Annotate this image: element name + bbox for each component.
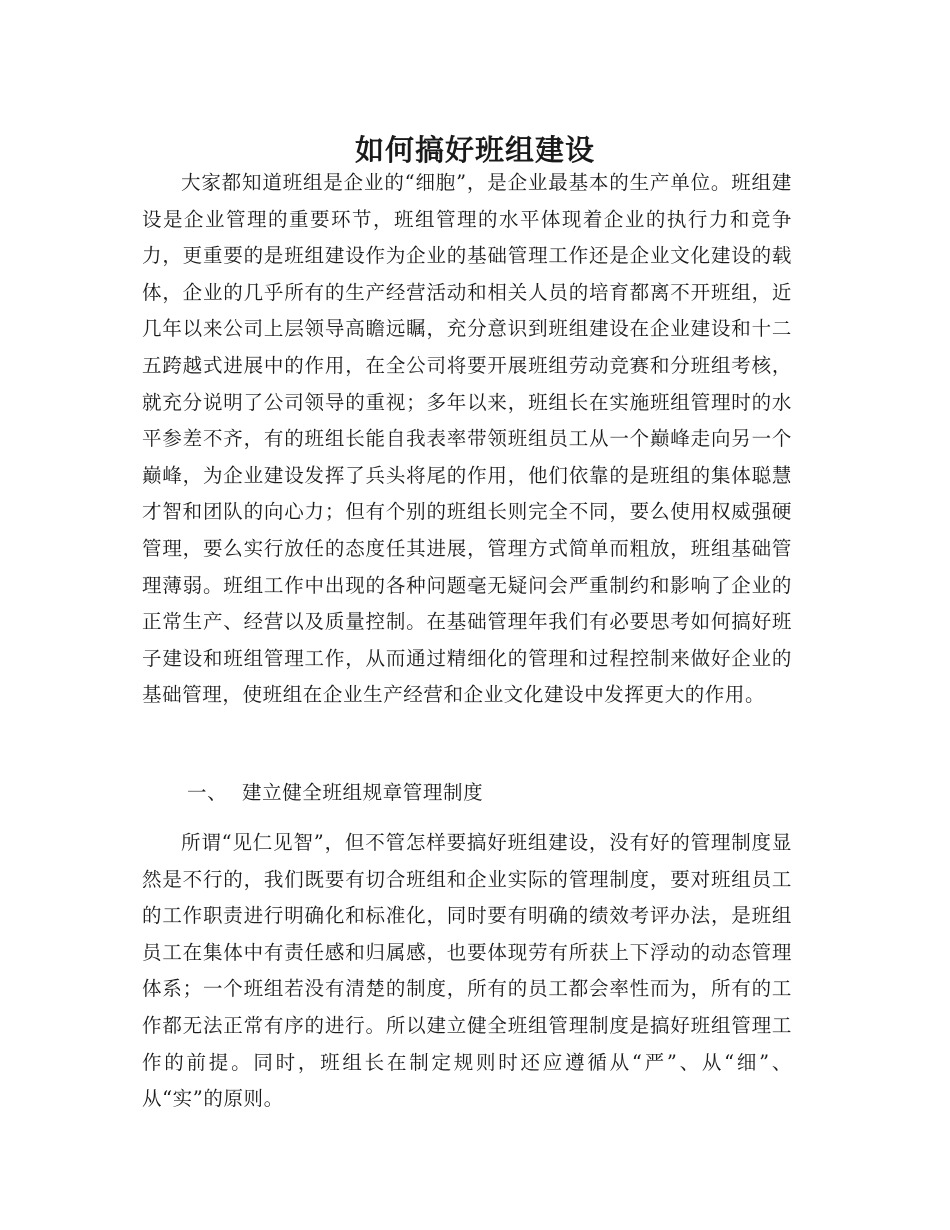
section-heading-text: 建立健全班组规章管理制度 bbox=[242, 781, 484, 804]
section-paragraph: 所谓“见仁见智”，但不管怎样要搞好班组建设，没有好的管理制度显然是不行的，我们既要有切合班组和企业实际的管理制度，要对班组员工的工作职责进行明确化和标准化，同时要有明确的绩效考评办法，是班组员工在集体中有责任感和归属感，也要体现劳有所获上下浮动的动态管理体系；一个班组若没有清楚的制度，所有的员工都会率性而为，所有的工作都无法正常有序的进行。所以建立健全班组管理制度是搞好班组管理工作的前提。同时，班组长在制定规则时还应遵循从“严”、从“细”、从“实”的原则。 bbox=[142, 831, 792, 1111]
section-number: 一、 bbox=[187, 781, 228, 804]
intro-paragraph: 大家都知道班组是企业的“细胞”，是企业最基本的生产单位。班组建设是企业管理的重要环节，班组管理的水平体现着企业的执行力和竞争力，更重要的是班组建设作为企业的基础管理工作还是企业文化建设的载体，企业的几乎所有的生产经营活动和相关人员的培育都离不开班组，近几年以来公司上层领导高瞻远瞩，充分意识到班组建设在企业建设和十二五跨越式进展中的作用，在全公司将要开展班组劳动竞赛和分班组考核，就充分说明了公司领导的重视；多年以来，班组长在实施班组管理时的水平参差不齐，有的班组长能自我表率带领班组员工从一个巅峰走向另一个巅峰，为企业建设发挥了兵头将尾的作用，他们依靠的是班组的集体聪慧才智和团队的向心力；但有个别的班组长则完全不同，要么使用权威强硬管理，要么实行放任的态度任其进展，管理方式简单而粗放，班组基础管理薄弱。班组工作中出现的各种问题毫无疑问会严重制约和影响了企业的正常生产、经营以及质量控制。在基础管理年我们有必要思考如何搞好班子建设和班组管理工作，从而通过精细化的管理和过程控制来做好企业的基础管理，使班组在企业生产经营和企业文化建设中发挥更大的作用。 bbox=[142, 171, 792, 707]
section-heading bbox=[187, 775, 483, 811]
document-title: 如何搞好班组建设 bbox=[354, 133, 595, 168]
